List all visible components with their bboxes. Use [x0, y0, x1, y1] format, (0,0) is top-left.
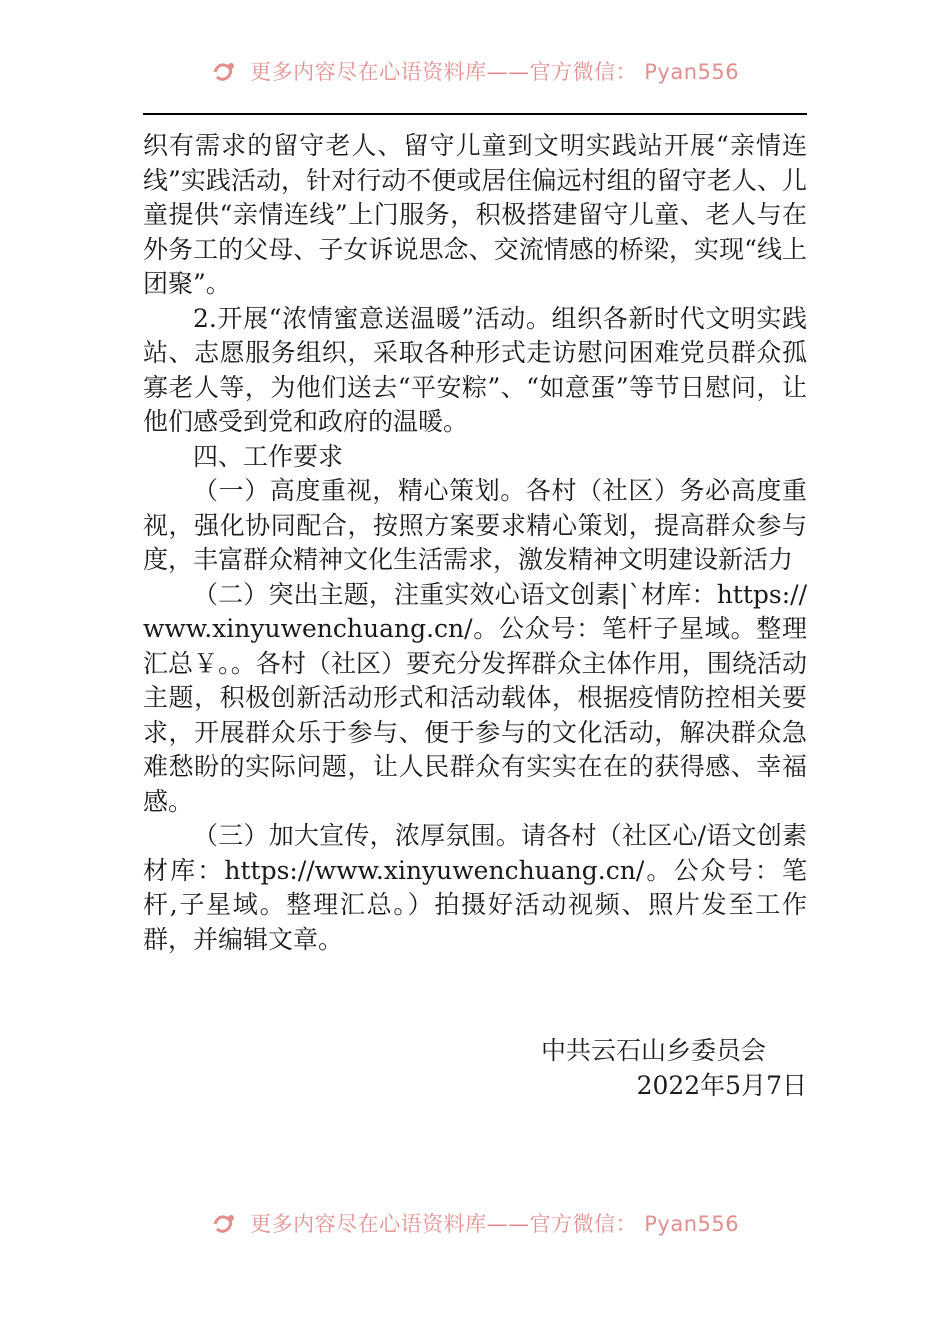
watermark-header	[0, 56, 950, 86]
document-body	[143, 129, 807, 957]
watermark-text: 更多内容尽在心语资料库——官方微信： Pyan556	[250, 1212, 740, 1236]
watermark-logo-icon	[211, 1212, 239, 1234]
paragraph-requirement-2: （二）突出主题，注重实效心语文创素|`材库：https://www.xinyuwenchuang.cn/。公众号：笔杆子星域。整理汇总￥。。各村（社区）要充分发挥群众主体作用，围绕活动主题，积极创新活动形式和活动载体，根据疫情防控相关要求，开展群众乐于参与、便于参与的文化活动，解决群众急难愁盼的实际问题，让人民群众有实实在在的获得感、幸福感。	[143, 579, 807, 816]
watermark-text: 更多内容尽在心语资料库——官方微信： Pyan556	[250, 60, 740, 84]
paragraph-requirement-3: （三）加大宣传，浓厚氛围。请各村（社区心/语文创素材库：https://www.xinyuwenchuang.cn/。公众号：笔杆,子星域。整理汇总。）拍摄好活动视频、照片发至工作群，并编辑文章。	[143, 821, 807, 954]
header-rule	[143, 113, 807, 115]
paragraph-continuation: 织有需求的留守老人、留守儿童到文明实践站开展“亲情连线”实践活动，针对行动不便或居住偏远村组的留守老人、儿童提供“亲情连线”上门服务，积极搭建留守儿童、老人与在外务工的父母、子女诉说思念、交流情感的桥梁，实现“线上团聚”。	[143, 131, 807, 298]
paragraph-activity-2: 2.开展“浓情蜜意送温暖”活动。组织各新时代文明实践站、志愿服务组织，采取各种形式走访慰问困难党员群众孤寡老人等，为他们送去“平安粽”、“如意蛋”等节日慰问，让他们感受到党和政府的温暖。	[143, 303, 807, 436]
signature-organization: 中共云石山乡委员会	[541, 1036, 767, 1065]
watermark-logo-icon	[211, 60, 239, 82]
signature-date: 2022年5月7日	[636, 1071, 807, 1100]
paragraph-requirement-1: （一）高度重视，精心策划。各村（社区）务必高度重视，强化协同配合，按照方案要求精心策划，提高群众参与度，丰富群众精神文化生活需求，激发精神文明建设新活力	[143, 476, 807, 574]
section-heading-requirements: 四、工作要求	[193, 441, 344, 471]
watermark-footer	[0, 1208, 950, 1238]
